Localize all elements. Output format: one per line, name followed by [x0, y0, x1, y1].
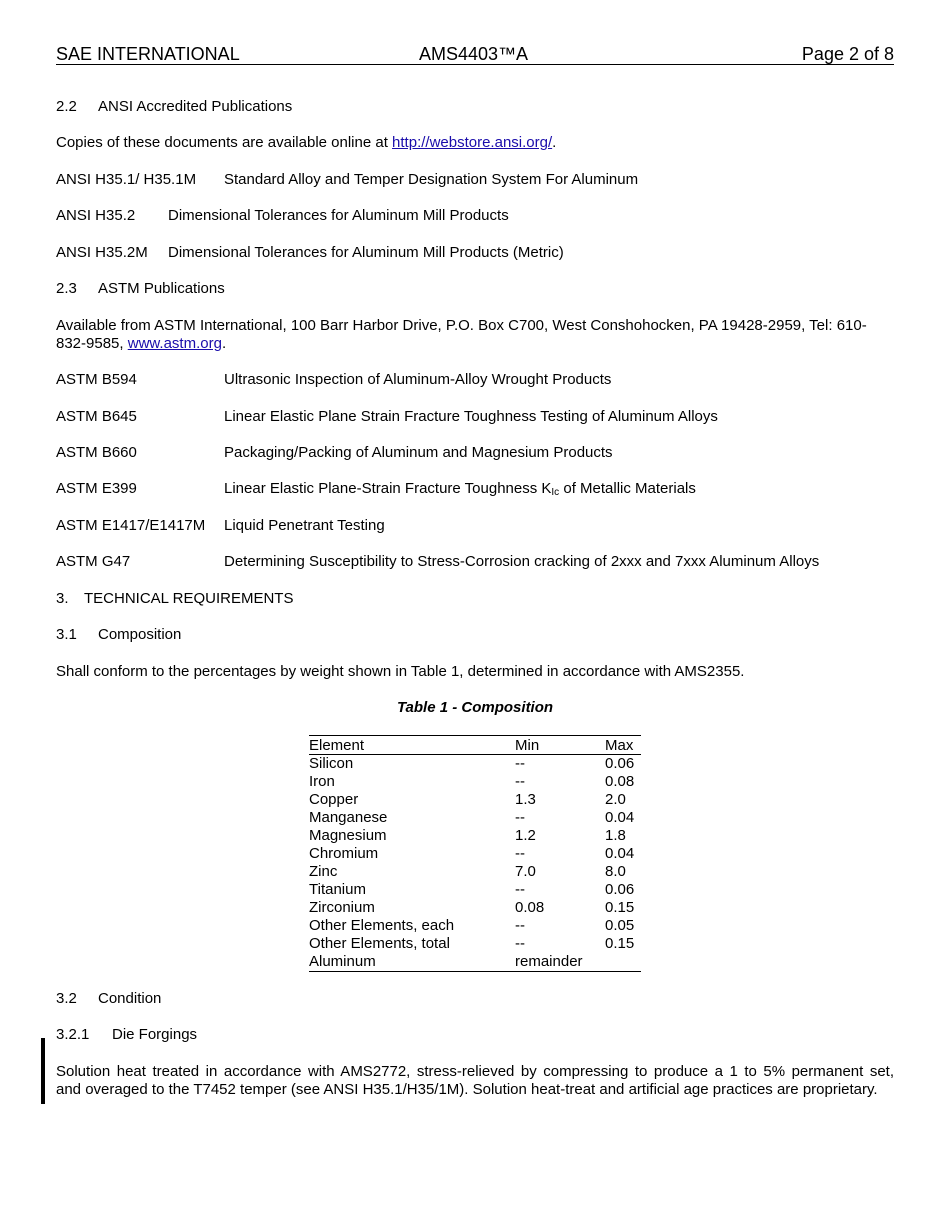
astm-link[interactable]: www.astm.org	[127, 335, 222, 352]
section-3-2-1-text-line2: and overaged to the T7452 temper (see ANSI H35.1/H35/1M). Solution heat-treat and artificial age practices are proprietary.	[56, 1081, 878, 1098]
section-2-3-number: 2.3	[56, 280, 77, 297]
cell-element: Zinc	[309, 863, 338, 880]
cell-min: 7.0	[515, 863, 536, 880]
cell-min: 1.2	[515, 827, 536, 844]
section-3-2-number: 3.2	[56, 990, 77, 1007]
cell-min: --	[515, 935, 525, 952]
cell-element: Manganese	[309, 809, 388, 826]
ref-code: ANSI H35.2	[56, 207, 136, 224]
cell-element: Zirconium	[309, 899, 375, 916]
cell-min: --	[515, 917, 525, 934]
composition-table	[309, 735, 641, 972]
cell-max: 0.06	[605, 881, 635, 898]
ref-code: ANSI H35.2M	[56, 244, 148, 261]
table-row	[309, 935, 641, 953]
cell-max: 0.15	[605, 935, 635, 952]
ref-desc: Determining Susceptibility to Stress-Corrosion cracking of 2xxx and 7xxx Aluminum Alloys	[224, 553, 820, 570]
cell-max: 2.0	[605, 791, 626, 808]
cell-min: 1.3	[515, 791, 536, 808]
table-row	[309, 863, 641, 881]
ref-desc: Liquid Penetrant Testing	[224, 517, 385, 534]
section-3-2-1-text-line1: Solution heat treated in accordance with AMS2772, stress-relieved by compressing to produce a 1 to 5% permanent set,	[56, 1063, 894, 1080]
cell-element: Chromium	[309, 845, 379, 862]
section-2-3-title: ASTM Publications	[98, 280, 225, 297]
header-org: SAE INTERNATIONAL	[56, 44, 240, 64]
cell-max: 0.04	[605, 809, 635, 826]
section-2-3-intro-line1: Available from ASTM International, 100 Barr Harbor Drive, P.O. Box C700, West Conshohocken, PA 19428-2959, Tel: 610-	[56, 317, 867, 334]
ref-code: ASTM B660	[56, 444, 137, 461]
section-3-2-title: Condition	[98, 990, 162, 1007]
cell-max: 1.8	[605, 827, 626, 844]
cell-element: Other Elements, each	[309, 917, 455, 934]
section-2-3-intro-line2: 832-9585, www.astm.org.	[56, 335, 227, 352]
table-1-title: Table 1 - Composition	[396, 699, 554, 716]
ref-desc: Dimensional Tolerances for Aluminum Mill Products	[168, 207, 509, 224]
table-row	[309, 809, 641, 827]
section-3-1-number: 3.1	[56, 626, 77, 643]
cell-max: 8.0	[605, 863, 626, 880]
ref-code: ANSI H35.1/ H35.1M	[56, 171, 197, 188]
cell-element: Copper	[309, 791, 359, 808]
cell-min: --	[515, 773, 525, 790]
section-3-2-1-number: 3.2.1	[56, 1026, 90, 1043]
column-header-max: Max	[605, 736, 641, 755]
cell-element: Titanium	[309, 881, 366, 898]
column-header-element: Element	[309, 736, 515, 755]
page-header	[56, 44, 894, 65]
table-row	[309, 791, 641, 809]
ref-code: ASTM G47	[56, 553, 131, 570]
section-2-2-intro: Copies of these documents are available online at http://webstore.ansi.org/.	[56, 134, 557, 151]
ref-desc: Linear Elastic Plane Strain Fracture Toughness Testing of Aluminum Alloys	[224, 408, 718, 425]
table-header-row	[309, 736, 641, 755]
section-3-2-1-title: Die Forgings	[112, 1026, 198, 1043]
header-doc-id: AMS4403™A	[419, 44, 529, 64]
table-row	[309, 755, 641, 774]
cell-min: --	[515, 881, 525, 898]
cell-min: remainder	[515, 953, 583, 970]
cell-max	[605, 953, 641, 972]
ansi-webstore-link[interactable]: http://webstore.ansi.org/	[392, 134, 553, 151]
ref-desc: Dimensional Tolerances for Aluminum Mill Products (Metric)	[168, 244, 564, 261]
section-3-title: TECHNICAL REQUIREMENTS	[84, 590, 294, 607]
table-row	[309, 881, 641, 899]
ref-desc: Linear Elastic Plane-Strain Fracture Toughness $K_{Ic}$ of Metallic Materials	[224, 480, 696, 498]
table-row	[309, 899, 641, 917]
section-2-2-title: ANSI Accredited Publications	[98, 98, 293, 115]
cell-max: 0.05	[605, 917, 635, 934]
cell-element: Other Elements, total	[309, 935, 450, 952]
cell-min: --	[515, 845, 525, 862]
revision-change-bar	[41, 1038, 45, 1104]
cell-element: Magnesium	[309, 827, 387, 844]
section-3-1-text: Shall conform to the percentages by weight shown in Table 1, determined in accordance with AMS2355.	[56, 663, 745, 680]
table-row	[309, 773, 641, 791]
ref-code: ASTM E399	[56, 480, 137, 497]
ref-code: ASTM B594	[56, 371, 137, 388]
table-row	[309, 917, 641, 935]
cell-element: Silicon	[309, 755, 354, 772]
ref-code: ASTM E1417/E1417M	[56, 517, 206, 534]
table-row	[309, 827, 641, 845]
cell-element: Aluminum	[309, 953, 376, 970]
ref-desc: Packaging/Packing of Aluminum and Magnesium Products	[224, 444, 613, 461]
column-header-min: Min	[515, 736, 605, 755]
cell-max: 0.15	[605, 899, 635, 916]
ref-desc: Ultrasonic Inspection of Aluminum-Alloy Wrought Products	[224, 371, 612, 388]
cell-max: 0.06	[605, 755, 635, 772]
section-3-1-title: Composition	[98, 626, 182, 643]
cell-max: 0.04	[605, 845, 635, 862]
table-row	[309, 953, 641, 972]
cell-element: Iron	[309, 773, 335, 790]
cell-min: 0.08	[515, 899, 545, 916]
section-2-2-number: 2.2	[56, 98, 77, 115]
header-page-number: Page 2 of 8	[801, 44, 894, 64]
cell-min: --	[515, 755, 525, 772]
section-3-number: 3.	[56, 590, 69, 607]
cell-max: 0.08	[605, 773, 635, 790]
cell-min: --	[515, 809, 525, 826]
table-row	[309, 845, 641, 863]
ref-code: ASTM B645	[56, 408, 137, 425]
ref-desc: Standard Alloy and Temper Designation System For Aluminum	[224, 171, 639, 188]
